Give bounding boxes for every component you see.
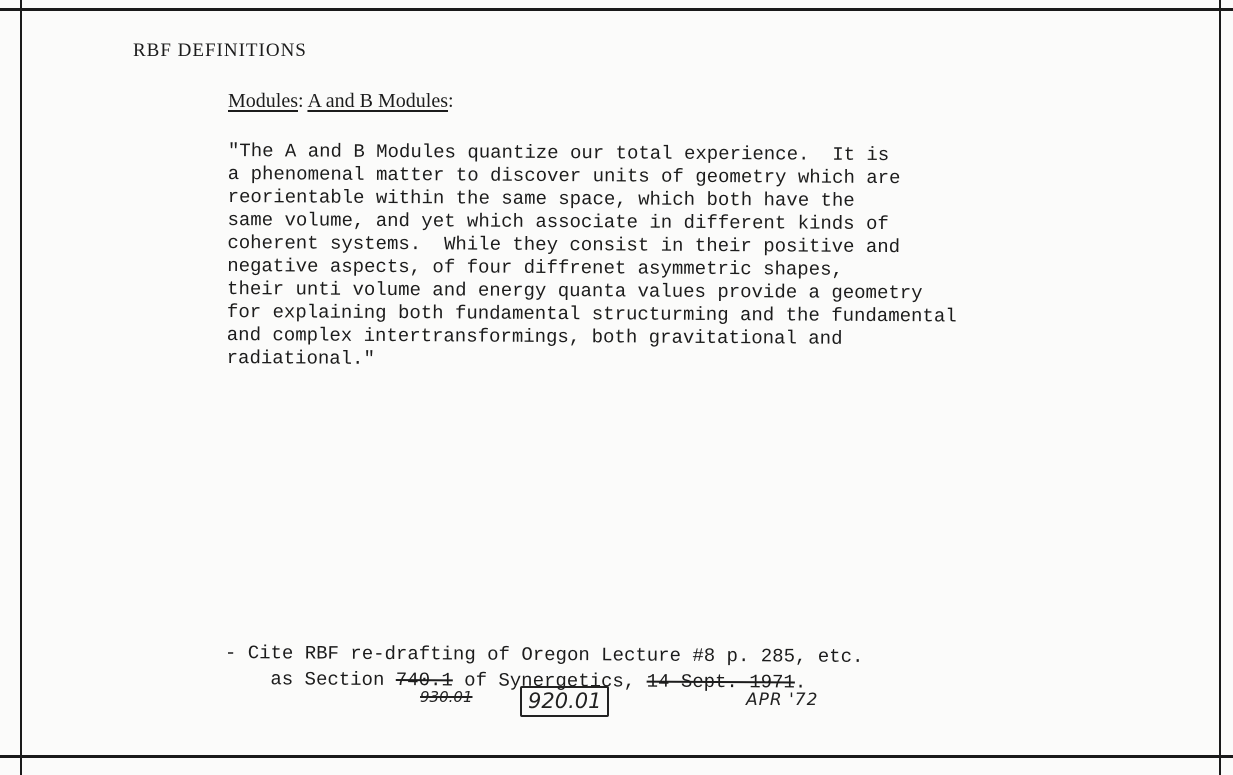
definition-subterm: A and B Modules	[307, 90, 449, 112]
citation-middle: of Synergetics,	[452, 669, 647, 693]
quote-line: and complex intertransformings, both gravitational and	[226, 323, 843, 350]
quote-line: same volume, and yet which associate in different kinds of	[227, 208, 889, 236]
handwritten-date: APR '72	[746, 690, 819, 710]
definition-separator: :	[298, 90, 308, 112]
handwritten-section-number: 920.01	[520, 686, 609, 717]
quote-line: radiational."	[226, 346, 375, 370]
citation-suffix: .	[794, 671, 807, 694]
quote-line: negative aspects, of four diffrenet asymmetric shapes,	[227, 254, 843, 281]
handwritten-struck-number: 930.01	[420, 688, 473, 706]
definition-suffix: :	[448, 90, 454, 112]
left-border-rule	[20, 0, 22, 775]
quote-line: for explaining both fundamental structurming and the fundamental	[226, 300, 957, 328]
bottom-border-rule	[0, 755, 1233, 758]
definition-heading	[228, 90, 454, 113]
struck-section-number: 740.1	[395, 669, 453, 692]
quote-line: their unti volume and energy quanta values provide a geometry	[227, 277, 923, 305]
quote-line: "The A and B Modules quantize our total experience. It is	[227, 140, 890, 167]
right-border-rule	[1219, 0, 1221, 775]
citation-line-1: - Cite RBF re-drafting of Oregon Lecture #8 p. 285, etc.	[224, 641, 864, 668]
definition-term: Modules	[228, 90, 298, 112]
quote-line: reorientable within the same space, which both have the	[227, 185, 855, 212]
page-title: RBF DEFINITIONS	[133, 40, 307, 61]
struck-date: 14 Sept. 1971	[646, 670, 795, 694]
top-border-rule	[0, 8, 1233, 11]
quote-line: coherent systems. While they consist in their positive and	[227, 231, 901, 259]
citation-prefix: as Section	[224, 667, 396, 692]
definition-quote	[227, 140, 1188, 376]
quote-line: a phenomenal matter to discover units of geometry which are	[227, 162, 901, 190]
